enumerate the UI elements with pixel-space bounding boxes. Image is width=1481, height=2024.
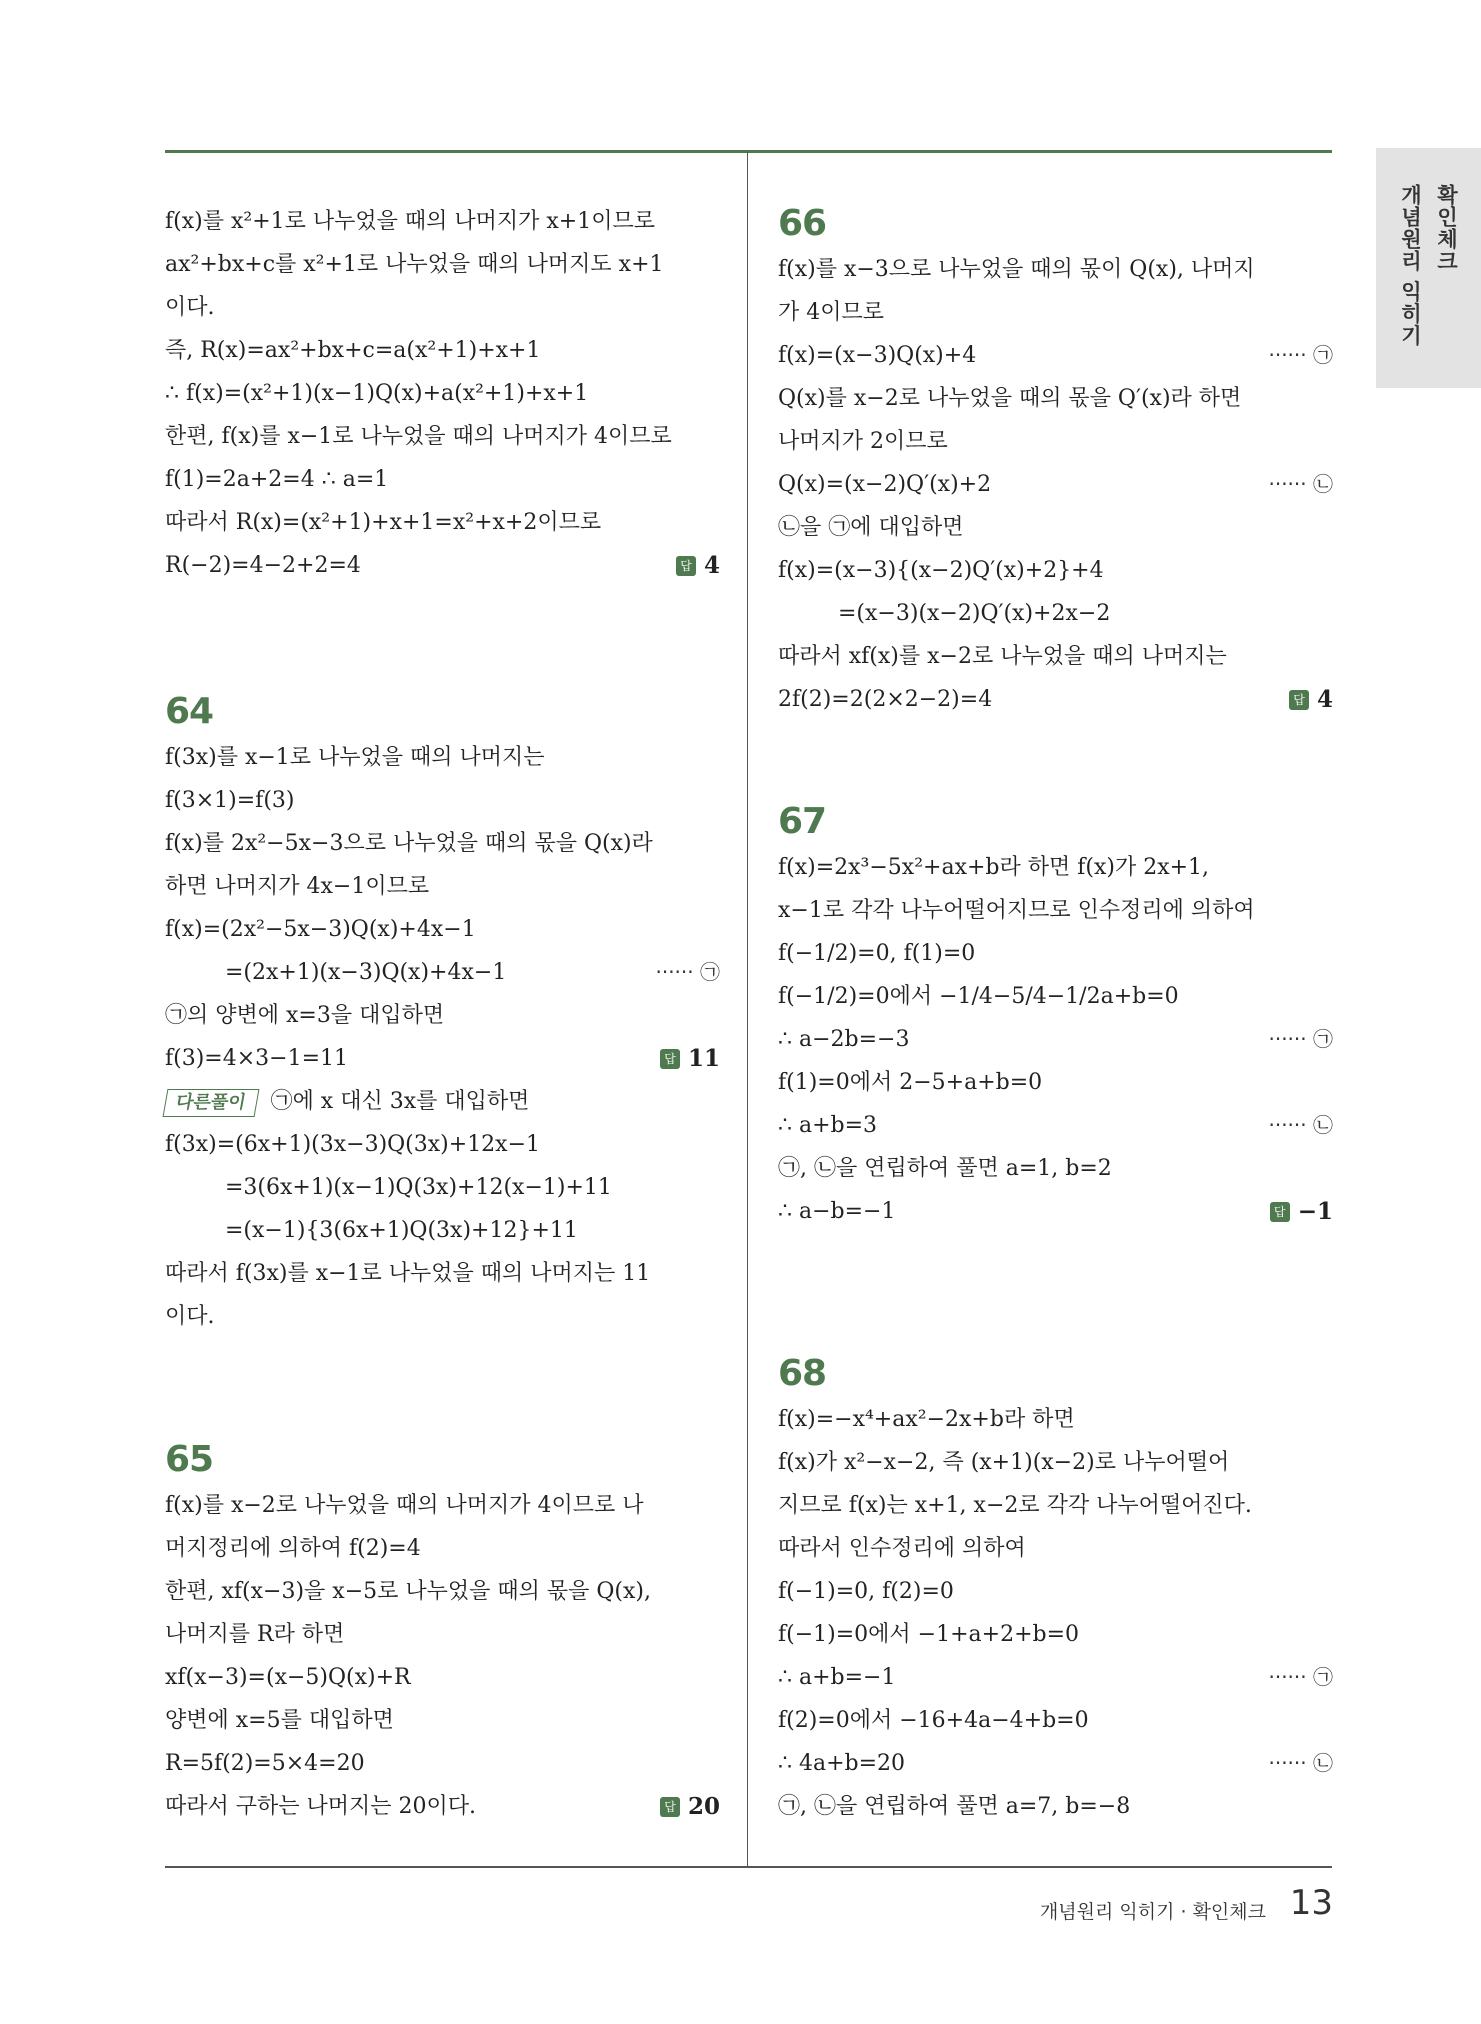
line-text: ㉠, ㉡을 연립하여 풀면 a=1, b=2 bbox=[778, 1156, 1112, 1181]
line-text: f(3x)=(6x+1)(3x−3)Q(3x)+12x−1 bbox=[165, 1132, 541, 1157]
line-text: 양변에 x=5를 대입하면 bbox=[165, 1708, 394, 1733]
line-text: 따라서 R(x)=(x²+1)+x+1=x²+x+2이므로 bbox=[165, 510, 602, 535]
answer-value: 20 bbox=[687, 1793, 720, 1820]
line-text: 따라서 인수정리에 의하여 bbox=[778, 1536, 1026, 1561]
solution-line bbox=[165, 286, 720, 329]
answer bbox=[1270, 1190, 1333, 1233]
line-text: ∴ a−2b=−3 bbox=[778, 1027, 910, 1052]
answer-mark-icon: 답 bbox=[676, 556, 696, 576]
alt-solution-label: 다른풀이 bbox=[163, 1089, 259, 1117]
solution-line bbox=[165, 1209, 720, 1252]
line-text: 따라서 구하는 나머지는 20이다. bbox=[165, 1794, 476, 1819]
solution-line bbox=[778, 932, 1333, 975]
problem-67-lines bbox=[778, 846, 1333, 1233]
answer-mark-icon: 답 bbox=[1289, 690, 1309, 710]
answer bbox=[660, 1785, 720, 1828]
solution-line bbox=[165, 1123, 720, 1166]
equation-tag: ······ ㉡ bbox=[1268, 472, 1333, 496]
solution-line bbox=[778, 1061, 1333, 1104]
line-text: R=5f(2)=5×4=20 bbox=[165, 1751, 365, 1776]
line-text: f(−1/2)=0, f(1)=0 bbox=[778, 941, 976, 966]
solution-line bbox=[165, 544, 720, 587]
line-text: xf(x−3)=(x−5)Q(x)+R bbox=[165, 1665, 411, 1690]
line-text: f(−1)=0, f(2)=0 bbox=[778, 1579, 954, 1604]
side-tab bbox=[1376, 148, 1481, 388]
line-text: ∴ f(x)=(x²+1)(x−1)Q(x)+a(x²+1)+x+1 bbox=[165, 381, 589, 406]
answer-mark-icon: 답 bbox=[660, 1797, 680, 1817]
line-text: 즉, R(x)=ax²+bx+c=a(x²+1)+x+1 bbox=[165, 338, 541, 363]
line-text: f(x)가 x²−x−2, 즉 (x+1)(x−2)로 나누어떨어 bbox=[778, 1450, 1230, 1475]
line-text: ㉠의 양변에 x=3을 대입하면 bbox=[165, 1003, 445, 1028]
answer bbox=[660, 1037, 720, 1080]
solution-line bbox=[165, 1570, 720, 1613]
solution-line bbox=[778, 377, 1333, 420]
solution-line bbox=[165, 458, 720, 501]
solution-line bbox=[165, 1166, 720, 1209]
solution-line bbox=[165, 1295, 720, 1338]
line-text: Q(x)=(x−2)Q′(x)+2 bbox=[778, 472, 992, 497]
line-text: f(x)를 x−3으로 나누었을 때의 몫이 Q(x), 나머지 bbox=[778, 257, 1255, 282]
line-text: R(−2)=4−2+2=4 bbox=[165, 553, 361, 578]
solution-line bbox=[165, 329, 720, 372]
solution-line bbox=[165, 1742, 720, 1785]
line-text: f(1)=0에서 2−5+a+b=0 bbox=[778, 1070, 1043, 1095]
line-text: f(x)=(x−3){(x−2)Q′(x)+2}+4 bbox=[778, 558, 1104, 583]
problem-63-solution bbox=[165, 200, 720, 587]
problem-67 bbox=[778, 798, 1333, 1233]
solution-line bbox=[778, 635, 1333, 678]
line-text: f(x)=(x−3)Q(x)+4 bbox=[778, 343, 977, 368]
line-text: ㉠, ㉡을 연립하여 풀면 a=7, b=−8 bbox=[778, 1794, 1131, 1819]
equation-tag: ······ ㉠ bbox=[1268, 1665, 1333, 1689]
solution-line bbox=[778, 1190, 1333, 1233]
solution-line bbox=[165, 1252, 720, 1295]
problem-66 bbox=[778, 200, 1333, 721]
line-text: ax²+bx+c를 x²+1로 나누었을 때의 나머지도 x+1 bbox=[165, 252, 664, 277]
solution-line bbox=[778, 1570, 1333, 1613]
solution-line bbox=[165, 994, 720, 1037]
solution-line bbox=[165, 822, 720, 865]
line-text: ∴ a+b=3 bbox=[778, 1113, 878, 1138]
answer-mark-icon: 답 bbox=[1270, 1202, 1290, 1222]
line-text: f(−1)=0에서 −1+a+2+b=0 bbox=[778, 1622, 1080, 1647]
line-text: f(x)=−x⁴+ax²−2x+b라 하면 bbox=[778, 1407, 1075, 1432]
solution-line bbox=[165, 243, 720, 286]
line-text: 한편, xf(x−3)을 x−5로 나누었을 때의 몫을 Q(x), bbox=[165, 1579, 651, 1604]
solution-line bbox=[778, 463, 1333, 506]
line-text: 한편, f(x)를 x−1로 나누었을 때의 나머지가 4이므로 bbox=[165, 424, 672, 449]
line-text: f(x)=2x³−5x²+ax+b라 하면 f(x)가 2x+1, bbox=[778, 855, 1210, 880]
solution-line bbox=[165, 1699, 720, 1742]
page-number: 13 bbox=[1289, 1883, 1333, 1923]
line-text: 나머지를 R라 하면 bbox=[165, 1622, 345, 1647]
solution-line bbox=[778, 1527, 1333, 1570]
line-text: 2f(2)=2(2×2−2)=4 bbox=[778, 687, 993, 712]
equation-tag: ······ ㉠ bbox=[1268, 1027, 1333, 1051]
line-text: f(x)를 x²+1로 나누었을 때의 나머지가 x+1이므로 bbox=[165, 209, 655, 234]
answer bbox=[676, 544, 720, 587]
line-text: ㉠에 x 대신 3x를 대입하면 bbox=[270, 1089, 530, 1114]
solution-line bbox=[778, 506, 1333, 549]
solution-line bbox=[165, 501, 720, 544]
solution-line bbox=[165, 415, 720, 458]
equation-tag: ······ ㉠ bbox=[655, 960, 720, 984]
solution-line bbox=[165, 372, 720, 415]
solution-line bbox=[165, 1037, 720, 1080]
answer bbox=[1289, 678, 1333, 721]
problem-number: 64 bbox=[165, 691, 214, 732]
line-text: 가 4이므로 bbox=[778, 300, 884, 325]
solution-line bbox=[778, 1441, 1333, 1484]
equation-tag: ······ ㉠ bbox=[1268, 343, 1333, 367]
problem-64 bbox=[165, 688, 720, 1338]
line-text: ∴ 4a+b=20 bbox=[778, 1751, 906, 1776]
solution-line bbox=[778, 1699, 1333, 1742]
line-text: 이다. bbox=[165, 295, 215, 320]
line-text: f(3×1)=f(3) bbox=[165, 788, 295, 813]
line-text: f(x)를 x−2로 나누었을 때의 나머지가 4이므로 나 bbox=[165, 1493, 644, 1518]
solution-line bbox=[165, 1080, 720, 1123]
solution-line bbox=[778, 1613, 1333, 1656]
solution-line bbox=[778, 1656, 1333, 1699]
footer-section-title: 개념원리 익히기 · 확인체크 bbox=[1039, 1901, 1266, 1923]
line-text: 하면 나머지가 4x−1이므로 bbox=[165, 874, 430, 899]
line-text: =(2x+1)(x−3)Q(x)+4x−1 bbox=[225, 960, 507, 985]
line-text: 지므로 f(x)는 x+1, x−2로 각각 나누어떨어진다. bbox=[778, 1493, 1252, 1518]
solution-line bbox=[165, 908, 720, 951]
solution-line bbox=[778, 678, 1333, 721]
answer-value: 4 bbox=[1316, 686, 1333, 713]
answer-value: −1 bbox=[1297, 1198, 1333, 1225]
solution-line bbox=[778, 248, 1333, 291]
line-text: Q(x)를 x−2로 나누었을 때의 몫을 Q′(x)라 하면 bbox=[778, 386, 1242, 411]
solution-line bbox=[778, 549, 1333, 592]
column-divider bbox=[747, 152, 748, 1867]
answer-value: 4 bbox=[703, 552, 720, 579]
line-text: =3(6x+1)(x−1)Q(3x)+12(x−1)+11 bbox=[225, 1175, 612, 1200]
line-text: f(1)=2a+2=4 ∴ a=1 bbox=[165, 467, 389, 492]
line-text: =(x−1){3(6x+1)Q(3x)+12}+11 bbox=[225, 1218, 578, 1243]
line-text: ㉡을 ㉠에 대입하면 bbox=[778, 515, 964, 540]
solution-line bbox=[165, 1527, 720, 1570]
problem-number: 68 bbox=[778, 1353, 827, 1394]
line-text: 따라서 xf(x)를 x−2로 나누었을 때의 나머지는 bbox=[778, 644, 1227, 669]
problem-65-lines bbox=[165, 1484, 720, 1828]
solution-line bbox=[165, 1613, 720, 1656]
solution-line bbox=[165, 200, 720, 243]
solution-line bbox=[165, 1785, 720, 1828]
side-tab-line1: 확인체크 bbox=[1434, 184, 1459, 272]
solution-line bbox=[778, 846, 1333, 889]
line-text: 따라서 f(3x)를 x−1로 나누었을 때의 나머지는 11 bbox=[165, 1261, 651, 1286]
line-text: f(x)=(2x²−5x−3)Q(x)+4x−1 bbox=[165, 917, 476, 942]
solution-line bbox=[778, 975, 1333, 1018]
solution-line bbox=[778, 889, 1333, 932]
top-rule bbox=[165, 150, 1332, 153]
equation-tag: ······ ㉡ bbox=[1268, 1751, 1333, 1775]
line-text: =(x−3)(x−2)Q′(x)+2x−2 bbox=[838, 601, 1111, 626]
solution-line bbox=[165, 865, 720, 908]
solution-line bbox=[778, 1398, 1333, 1441]
line-text: f(x)를 2x²−5x−3으로 나누었을 때의 몫을 Q(x)라 bbox=[165, 831, 653, 856]
solution-line bbox=[778, 1785, 1333, 1828]
line-text: 머지정리에 의하여 f(2)=4 bbox=[165, 1536, 421, 1561]
solution-line bbox=[165, 951, 720, 994]
side-tab-line2: 개념원리 익히기 bbox=[1398, 184, 1423, 347]
problem-number: 66 bbox=[778, 203, 827, 244]
line-text: ∴ a−b=−1 bbox=[778, 1199, 896, 1224]
solution-line bbox=[778, 1742, 1333, 1785]
problem-number: 67 bbox=[778, 801, 827, 842]
problem-66-lines bbox=[778, 248, 1333, 721]
solution-line bbox=[778, 592, 1333, 635]
problem-68-lines bbox=[778, 1398, 1333, 1828]
answer-value: 11 bbox=[687, 1045, 720, 1072]
line-text: 나머지가 2이므로 bbox=[778, 429, 948, 454]
solution-line bbox=[778, 1018, 1333, 1061]
problem-number: 65 bbox=[165, 1439, 214, 1480]
solution-line bbox=[165, 736, 720, 779]
solution-line bbox=[165, 779, 720, 822]
problem-64-lines bbox=[165, 736, 720, 1338]
solution-line bbox=[778, 1147, 1333, 1190]
bottom-rule bbox=[165, 1866, 1332, 1868]
problem-65 bbox=[165, 1436, 720, 1828]
equation-tag: ······ ㉡ bbox=[1268, 1113, 1333, 1137]
line-text: f(2)=0에서 −16+4a−4+b=0 bbox=[778, 1708, 1089, 1733]
solution-line bbox=[165, 1484, 720, 1527]
problem-68 bbox=[778, 1350, 1333, 1828]
answer-mark-icon: 답 bbox=[660, 1049, 680, 1069]
solution-line bbox=[778, 1104, 1333, 1147]
line-text: f(3x)를 x−1로 나누었을 때의 나머지는 bbox=[165, 745, 545, 770]
line-text: 이다. bbox=[165, 1304, 215, 1329]
solution-line bbox=[778, 420, 1333, 463]
line-text: ∴ a+b=−1 bbox=[778, 1665, 896, 1690]
line-text: f(3)=4×3−1=11 bbox=[165, 1046, 349, 1071]
line-text: f(−1/2)=0에서 −1/4−5/4−1/2a+b=0 bbox=[778, 984, 1179, 1009]
solution-line bbox=[778, 291, 1333, 334]
solution-line bbox=[165, 1656, 720, 1699]
line-text: x−1로 각각 나누어떨어지므로 인수정리에 의하여 bbox=[778, 898, 1255, 923]
solution-line bbox=[778, 334, 1333, 377]
solution-line bbox=[778, 1484, 1333, 1527]
